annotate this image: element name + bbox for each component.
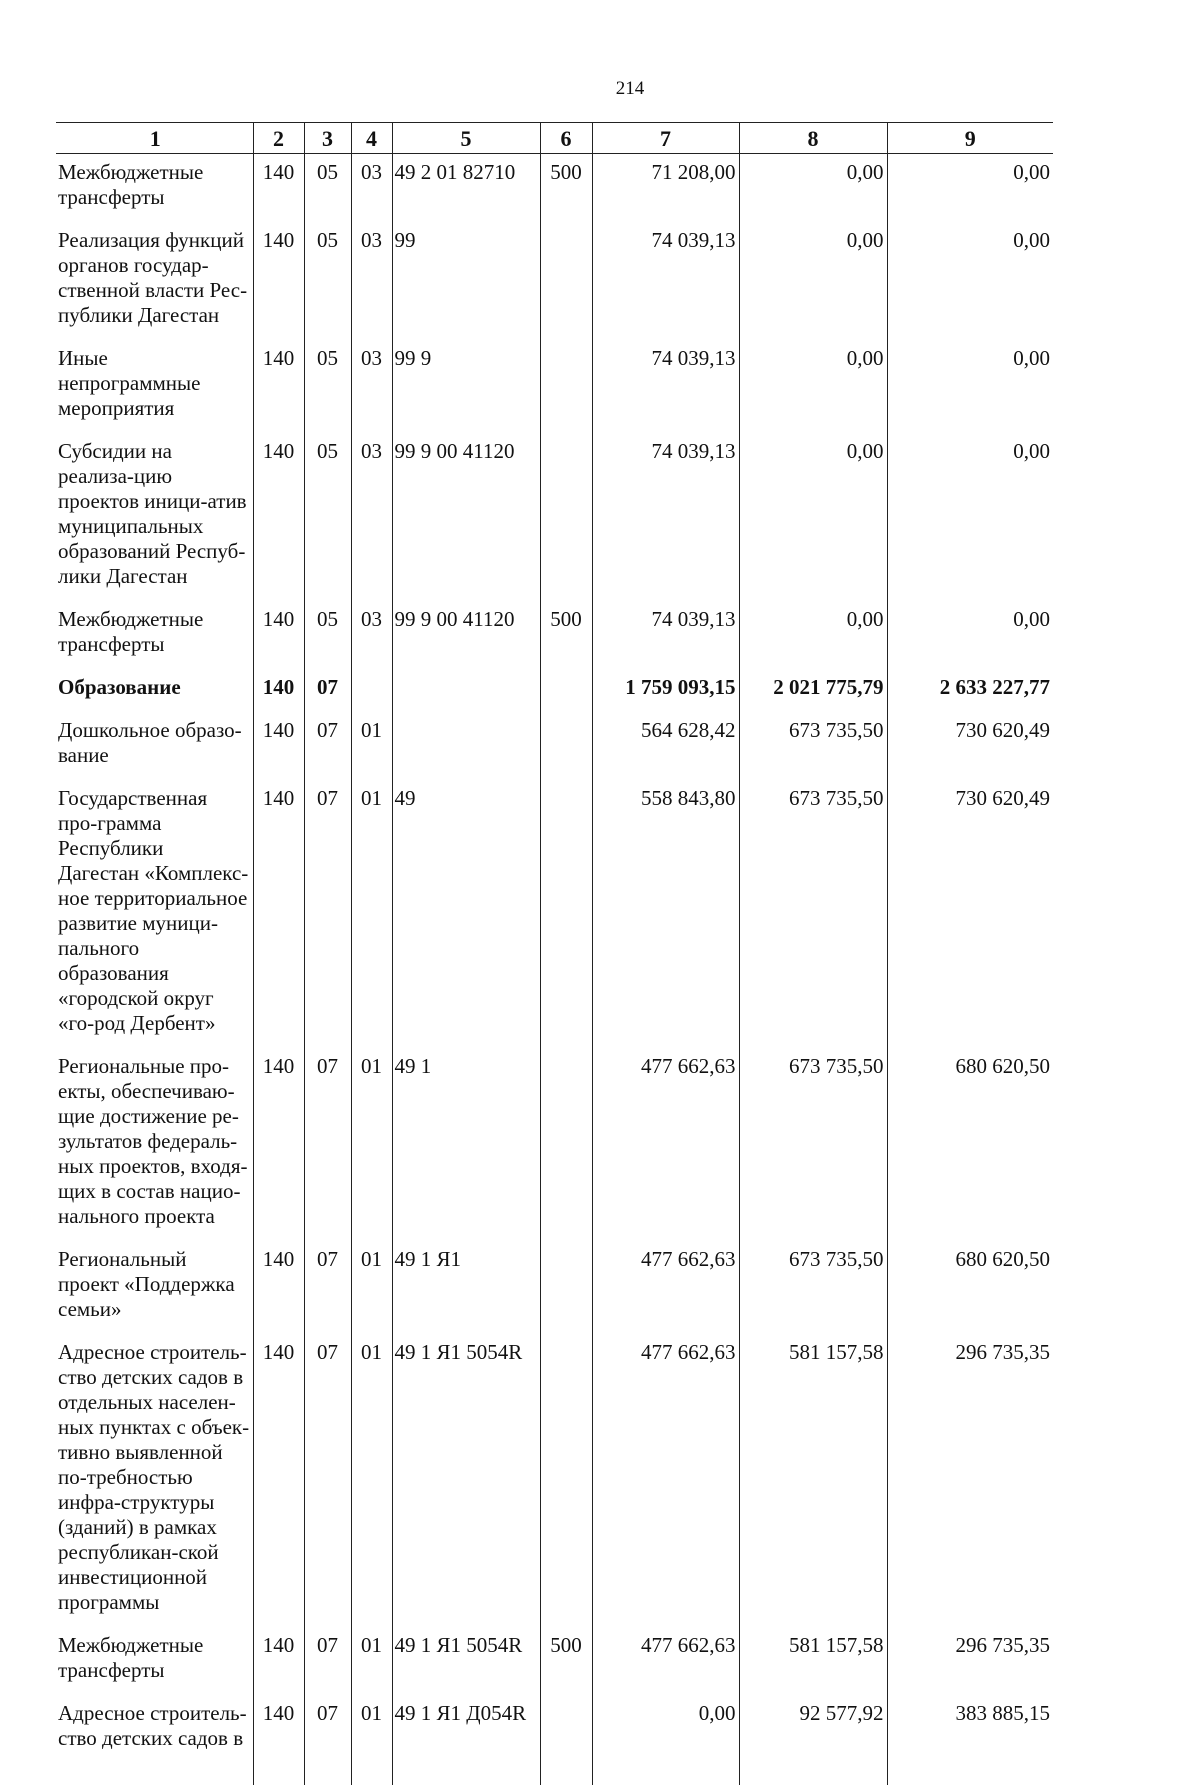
row-name-cell: Адресное строитель-ство детских садов в [56, 1695, 253, 1785]
col5-code-cell [392, 669, 540, 712]
col2-cell: 140 [253, 1334, 304, 1627]
col9-amount-cell: 730 620,49 [887, 712, 1053, 780]
col6-cell [540, 669, 592, 712]
col3-cell: 07 [304, 669, 351, 712]
col4-cell: 01 [351, 1048, 392, 1241]
row-name-cell: Реализация функций органов государ-ственной власти Рес-публики Дагестан [56, 222, 253, 340]
table-row [56, 433, 1053, 601]
col8-amount-cell: 0,00 [739, 154, 887, 223]
row-name-cell: Межбюджетные трансферты [56, 154, 253, 223]
col8-amount-cell: 2 021 775,79 [739, 669, 887, 712]
col8-amount-cell: 581 157,58 [739, 1334, 887, 1627]
col9-amount-cell: 296 735,35 [887, 1334, 1053, 1627]
col2-cell: 140 [253, 1627, 304, 1695]
table-row [56, 712, 1053, 780]
col5-code-cell: 49 1 Я1 5054R [392, 1334, 540, 1627]
col7-amount-cell: 74 039,13 [592, 433, 739, 601]
col9-amount-cell: 680 620,50 [887, 1048, 1053, 1241]
column-header-1: 1 [56, 123, 253, 154]
table-row [56, 222, 1053, 340]
table-row [56, 601, 1053, 669]
col2-cell: 140 [253, 601, 304, 669]
col6-cell: 500 [540, 601, 592, 669]
col7-amount-cell: 558 843,80 [592, 780, 739, 1048]
col8-amount-cell: 0,00 [739, 340, 887, 433]
column-header-4: 4 [351, 123, 392, 154]
col8-amount-cell: 0,00 [739, 433, 887, 601]
column-header-3: 3 [304, 123, 351, 154]
col5-code-cell: 49 [392, 780, 540, 1048]
col2-cell: 140 [253, 780, 304, 1048]
col7-amount-cell: 71 208,00 [592, 154, 739, 223]
col6-cell [540, 1695, 592, 1785]
col3-cell: 07 [304, 1334, 351, 1627]
col7-amount-cell: 564 628,42 [592, 712, 739, 780]
col5-code-cell: 99 9 [392, 340, 540, 433]
column-header-2: 2 [253, 123, 304, 154]
col7-amount-cell: 74 039,13 [592, 601, 739, 669]
col5-code-cell: 49 1 Я1 5054R [392, 1627, 540, 1695]
col5-code-cell: 99 9 00 41120 [392, 601, 540, 669]
col2-cell: 140 [253, 712, 304, 780]
col9-amount-cell: 680 620,50 [887, 1241, 1053, 1334]
col6-cell [540, 780, 592, 1048]
column-header-5: 5 [392, 123, 540, 154]
col9-amount-cell: 0,00 [887, 340, 1053, 433]
col2-cell: 140 [253, 1241, 304, 1334]
row-name-cell: Региональный проект «Поддержка семьи» [56, 1241, 253, 1334]
col6-cell [540, 222, 592, 340]
row-name-cell: Образование [56, 669, 253, 712]
header-row [56, 123, 1053, 154]
col8-amount-cell: 673 735,50 [739, 1048, 887, 1241]
col6-cell [540, 1334, 592, 1627]
col5-code-cell: 49 1 [392, 1048, 540, 1241]
col7-amount-cell: 0,00 [592, 1695, 739, 1785]
table-row [56, 1241, 1053, 1334]
col5-code-cell: 99 9 00 41120 [392, 433, 540, 601]
col3-cell: 05 [304, 154, 351, 223]
col9-amount-cell: 0,00 [887, 154, 1053, 223]
table-row [56, 780, 1053, 1048]
col3-cell: 07 [304, 712, 351, 780]
col3-cell: 05 [304, 340, 351, 433]
row-name-cell: Дошкольное образо-вание [56, 712, 253, 780]
col9-amount-cell: 0,00 [887, 433, 1053, 601]
col8-amount-cell: 581 157,58 [739, 1627, 887, 1695]
col2-cell: 140 [253, 154, 304, 223]
table-row [56, 340, 1053, 433]
col6-cell [540, 1048, 592, 1241]
col4-cell: 03 [351, 601, 392, 669]
col2-cell: 140 [253, 669, 304, 712]
col9-amount-cell: 296 735,35 [887, 1627, 1053, 1695]
row-name-cell: Государственная про-грамма Республики Дагестан «Комплекс-ное территориальное развитие муници-пального образования «городской округ «го-род Дербент» [56, 780, 253, 1048]
col7-amount-cell: 477 662,63 [592, 1627, 739, 1695]
row-name-cell: Региональные про-екты, обеспечиваю-щие достижение ре-зультатов федераль-ных проектов, входя-щих в состав нацио-нального проекта [56, 1048, 253, 1241]
col4-cell [351, 669, 392, 712]
col9-amount-cell: 0,00 [887, 222, 1053, 340]
row-name-cell: Межбюджетные трансферты [56, 601, 253, 669]
col8-amount-cell: 673 735,50 [739, 1241, 887, 1334]
col8-amount-cell: 673 735,50 [739, 712, 887, 780]
table-row [56, 1048, 1053, 1241]
col7-amount-cell: 477 662,63 [592, 1241, 739, 1334]
col4-cell: 01 [351, 780, 392, 1048]
table-row [56, 1334, 1053, 1627]
col4-cell: 01 [351, 1241, 392, 1334]
col4-cell: 01 [351, 1334, 392, 1627]
col8-amount-cell: 92 577,92 [739, 1695, 887, 1785]
col4-cell: 03 [351, 222, 392, 340]
row-name-cell: Субсидии на реализа-цию проектов иници-атив муниципальных образований Респуб-лики Дагестан [56, 433, 253, 601]
column-header-9: 9 [887, 123, 1053, 154]
col3-cell: 07 [304, 1048, 351, 1241]
column-header-7: 7 [592, 123, 739, 154]
col7-amount-cell: 1 759 093,15 [592, 669, 739, 712]
col5-code-cell: 99 [392, 222, 540, 340]
col3-cell: 07 [304, 1241, 351, 1334]
row-name-cell: Межбюджетные трансферты [56, 1627, 253, 1695]
budget-table [56, 122, 1053, 1785]
col9-amount-cell: 0,00 [887, 601, 1053, 669]
col3-cell: 05 [304, 601, 351, 669]
col7-amount-cell: 74 039,13 [592, 222, 739, 340]
row-name-cell: Иные непрограммные мероприятия [56, 340, 253, 433]
col8-amount-cell: 673 735,50 [739, 780, 887, 1048]
col2-cell: 140 [253, 1695, 304, 1785]
col5-code-cell: 49 1 Я1 [392, 1241, 540, 1334]
column-header-6: 6 [540, 123, 592, 154]
col6-cell [540, 712, 592, 780]
col2-cell: 140 [253, 433, 304, 601]
col9-amount-cell: 730 620,49 [887, 780, 1053, 1048]
col3-cell: 07 [304, 1627, 351, 1695]
col4-cell: 03 [351, 433, 392, 601]
col9-amount-cell: 2 633 227,77 [887, 669, 1053, 712]
page-number: 214 [0, 78, 1200, 100]
table-header [56, 123, 1053, 154]
col7-amount-cell: 477 662,63 [592, 1048, 739, 1241]
col5-code-cell [392, 712, 540, 780]
col6-cell: 500 [540, 154, 592, 223]
col6-cell [540, 1241, 592, 1334]
col3-cell: 05 [304, 222, 351, 340]
column-header-8: 8 [739, 123, 887, 154]
col5-code-cell: 49 2 01 82710 [392, 154, 540, 223]
col2-cell: 140 [253, 340, 304, 433]
col7-amount-cell: 477 662,63 [592, 1334, 739, 1627]
col8-amount-cell: 0,00 [739, 601, 887, 669]
col9-amount-cell: 383 885,15 [887, 1695, 1053, 1785]
col2-cell: 140 [253, 1048, 304, 1241]
col2-cell: 140 [253, 222, 304, 340]
col4-cell: 01 [351, 1695, 392, 1785]
col5-code-cell: 49 1 Я1 Д054R [392, 1695, 540, 1785]
table-row [56, 669, 1053, 712]
col8-amount-cell: 0,00 [739, 222, 887, 340]
row-name-cell: Адресное строитель-ство детских садов в отдельных населен-ных пунктах с объек-тивно выявленной по-требностью инфра-структуры (зданий) в рамках республикан-ской инвестиционной программы [56, 1334, 253, 1627]
table-row [56, 154, 1053, 223]
table-row [56, 1627, 1053, 1695]
table-row [56, 1695, 1053, 1785]
table-body [56, 154, 1053, 1785]
col6-cell [540, 340, 592, 433]
col3-cell: 07 [304, 780, 351, 1048]
col3-cell: 07 [304, 1695, 351, 1785]
col4-cell: 01 [351, 1627, 392, 1695]
col7-amount-cell: 74 039,13 [592, 340, 739, 433]
col6-cell [540, 433, 592, 601]
col3-cell: 05 [304, 433, 351, 601]
col4-cell: 03 [351, 154, 392, 223]
col4-cell: 01 [351, 712, 392, 780]
col4-cell: 03 [351, 340, 392, 433]
col6-cell: 500 [540, 1627, 592, 1695]
